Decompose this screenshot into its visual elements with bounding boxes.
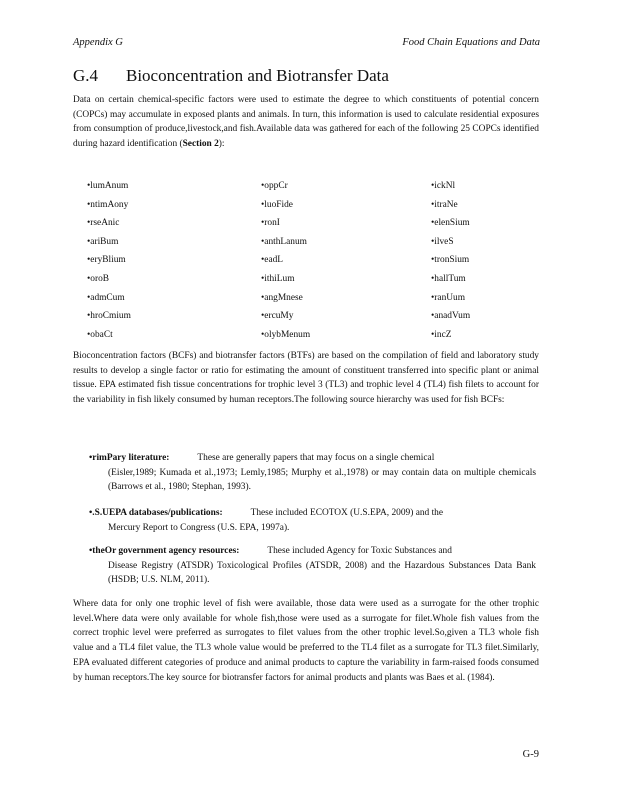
copc-item: •luoFide: [261, 199, 293, 210]
source-description: Disease Registry (ATSDR) Toxicological Profiles (ATSDR, 2008) and the Hazardous Substances Data Bank (HSDB; U.S. NLM, 2011).: [108, 560, 536, 586]
copc-item: •rseAnic: [87, 218, 120, 229]
source-lead-line: [89, 451, 536, 466]
page-number: G-9: [522, 749, 539, 760]
copc-item: •obaCt: [87, 329, 113, 340]
copc-item: •ntimAony: [87, 199, 129, 210]
copc-item: •oppCr: [261, 181, 288, 191]
copc-item: •admCum: [87, 292, 125, 303]
copc-item: •oroB: [87, 273, 110, 284]
section-reference: Section 2: [182, 139, 219, 150]
header-appendix-label: Appendix G: [73, 37, 123, 48]
copc-item: •eadL: [261, 255, 284, 266]
source-lead: These included Agency for Toxic Substances and: [267, 546, 452, 556]
copc-item: •eryBlium: [87, 255, 126, 266]
copc-item: •ranUum: [431, 292, 466, 303]
source-item-primary-literature: [89, 451, 536, 495]
intro-end: ):: [218, 139, 225, 150]
copc-list: [87, 177, 547, 347]
intro-paragraph: [73, 93, 539, 152]
copc-item: •ilveS: [431, 236, 454, 247]
copc-item: •anthLanum: [261, 236, 307, 247]
copc-column-1: [87, 177, 131, 344]
section-title: Bioconcentration and Biotransfer Data: [126, 66, 389, 85]
copc-item: •hroCmium: [87, 311, 131, 322]
source-description: Mercury Report to Congress (U.S. EPA, 1997a).: [108, 522, 290, 533]
section-number: G.4: [73, 66, 99, 85]
copc-item: •lumAnum: [87, 181, 129, 191]
copc-item: •ercuMy: [261, 311, 294, 322]
surrogate-paragraph: Where data for only one trophic level of fish were available, those data were used as a surrogate for the other trophic level.Where data were only available for whole fish,those were used as a surrogate for filet.Whole fish values from the correct trophic level were preferred as surrogates to filet values from the other trophic level.So,given a TL3 whole fish value and a TL4 filet value, the TL3 whole value would be preferred to the TL4 filet as a surrogate for TL3 filet.Similarly, EPA evaluated different categories of produce and animal products to capture the variability in farm-raised foods consumed by human receptors.The key source for biotransfer factors for animal products and plants was Baes et al. (1984).: [73, 599, 539, 683]
source-lead: These are generally papers that may focus on a single chemical: [197, 453, 435, 463]
source-title: •theOr government agency resources:: [89, 546, 240, 556]
bcf-paragraph: Bioconcentration factors (BCFs) and biotransfer factors (BTFs) are based on the compilation of field and laboratory study results to develop a single factor or ratio for estimating the amount of constituent transferred into specific plant or animal tissue. EPA estimated fish tissue concentrations for trophic level 3 (TL3) and trophic level 4 (TL4) fish filets to account for the variability in fish likely consumed by human receptors.The following source hierarchy was used for fish BCFs:: [73, 351, 539, 406]
copc-item: •tronSium: [431, 255, 470, 266]
copc-item: •ariBum: [87, 236, 119, 247]
copc-item: •itraNe: [431, 199, 458, 210]
header-chapter-title: Food Chain Equations and Data: [402, 37, 540, 48]
copc-item: •anadVum: [431, 311, 471, 322]
copc-column-2: [261, 177, 310, 344]
copc-item: •elenSium: [431, 218, 470, 229]
source-title: •.S.UEPA databases/publications:: [89, 508, 223, 518]
source-title: •rimPary literature:: [89, 453, 170, 463]
copc-column-3: [431, 177, 470, 344]
source-item-epa-databases: [89, 506, 536, 535]
copc-item: •ronI: [261, 218, 280, 229]
copc-item: •hallTum: [431, 273, 466, 284]
copc-item: •incZ: [431, 329, 452, 340]
source-lead: These included ECOTOX (U.S.EPA, 2009) and the: [250, 508, 444, 518]
source-item-other-agency: [89, 544, 536, 588]
section-heading: [73, 66, 389, 86]
copc-item: •angMnese: [261, 292, 303, 303]
source-description: (Eisler,1989; Kumada et al.,1973; Lemly,1985; Murphy et al.,1978) or may contain data on multiple chemicals (Barrows et al., 1980; Stephan, 1993).: [108, 467, 536, 493]
copc-item: •olybMenum: [261, 329, 311, 340]
source-lead-line: [89, 506, 536, 521]
intro-text: Data on certain chemical-specific factors were used to estimate the degree to which constituents of potential concern (COPCs) may accumulate in exposed plants and animals. In turn, this information is used to calculate residential exposures from consumption of produce,livestock,and fish.Available data was gathered for each of the following 25 COPCs identified during hazard identification (: [73, 95, 539, 150]
source-lead-line: [89, 544, 536, 559]
copc-item: •ithiLum: [261, 273, 295, 284]
copc-item: •ickNl: [431, 181, 456, 191]
